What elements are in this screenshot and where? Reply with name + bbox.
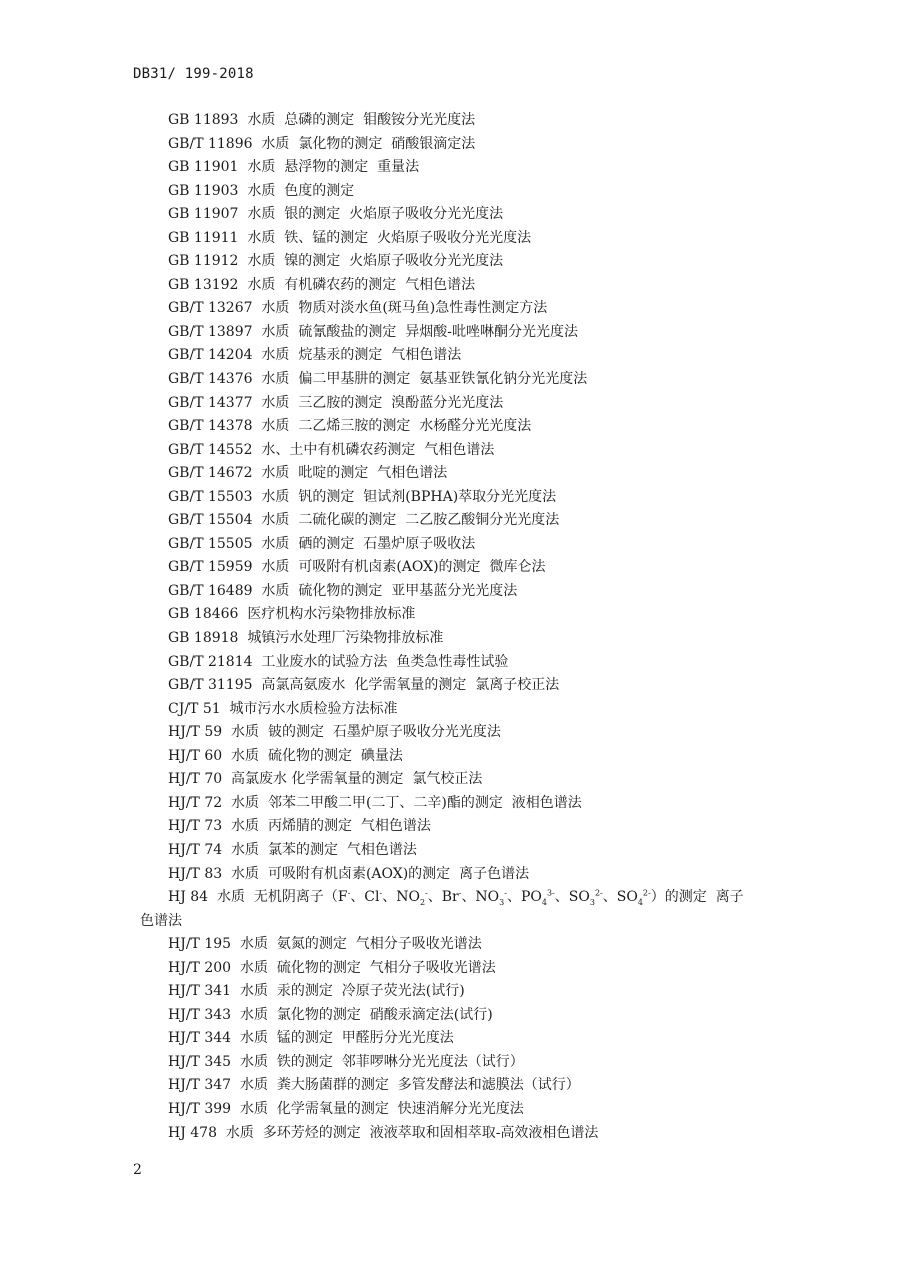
ion-separator: 、Cl: [350, 889, 380, 906]
reference-item: HJ/T 347 水质 粪大肠菌群的测定 多管发酵法和滤膜法（试行）: [168, 1077, 580, 1094]
reference-item: GB/T 14377 水质 三乙胺的测定 溴酚蓝分光光度法: [168, 394, 504, 411]
reference-item: HJ/T 59 水质 铍的测定 石墨炉原子吸收分光光度法: [168, 724, 501, 741]
reference-item: GB/T 13267 水质 物质对淡水鱼(斑马鱼)急性毒性测定方法: [168, 300, 548, 317]
ion-charge: -: [425, 888, 428, 898]
reference-item: GB/T 14204 水质 烷基汞的测定 气相色谱法: [168, 347, 462, 364]
reference-item: GB/T 15505 水质 硒的测定 石墨炉原子吸收法: [168, 535, 476, 552]
ion-subscript: 4: [637, 897, 643, 907]
reference-item: HJ/T 73 水质 丙烯腈的测定 气相色谱法: [168, 818, 431, 835]
reference-item: GB 11901 水质 悬浮物的测定 重量法: [168, 159, 420, 176]
reference-item-hj84-line2: 色谱法: [140, 912, 182, 929]
reference-item: GB/T 14672 水质 吡啶的测定 气相色谱法: [168, 465, 448, 482]
reference-item: HJ/T 345 水质 铁的测定 邻菲啰啉分光光度法（试行）: [168, 1053, 524, 1070]
reference-item: HJ/T 344 水质 锰的测定 甲醛肟分光光度法: [168, 1030, 454, 1047]
reference-item: GB 11912 水质 镍的测定 火焰原子吸收分光光度法: [168, 253, 504, 270]
ion-charge: -: [458, 888, 462, 898]
reference-item: GB 18918 城镇污水处理厂污染物排放标准: [168, 630, 444, 647]
reference-item: GB 11903 水质 色度的测定: [168, 182, 355, 199]
ion-subscript: 3: [589, 897, 595, 907]
reference-item: HJ/T 74 水质 氯苯的测定 气相色谱法: [168, 841, 417, 858]
ion-charge: -: [347, 888, 351, 898]
reference-item: GB/T 13897 水质 硫氰酸盐的测定 异烟酸-吡唑啉酮分光光度法: [168, 323, 578, 340]
reference-item: GB/T 15959 水质 可吸附有机卤素(AOX)的测定 微库仑法: [168, 559, 546, 576]
reference-item: HJ/T 399 水质 化学需氧量的测定 快速消解分光光度法: [168, 1100, 524, 1117]
hj84-prefix: HJ 84 水质 无机阴离子（F: [168, 889, 348, 906]
reference-item: HJ/T 343 水质 氯化物的测定 硝酸汞滴定法(试行): [168, 1006, 493, 1023]
reference-item: GB/T 15503 水质 钒的测定 钽试剂(BPHA)萃取分光光度法: [168, 488, 557, 505]
normative-references-list: [140, 109, 798, 1145]
reference-item: GB 11907 水质 银的测定 火焰原子吸收分光光度法: [168, 206, 504, 223]
reference-item: GB 11911 水质 铁、锰的测定 火焰原子吸收分光光度法: [168, 229, 532, 246]
ion-charge: 2-: [642, 888, 651, 898]
ion-subscript: 4: [541, 897, 547, 907]
ion-separator: 、SO: [602, 889, 638, 906]
reference-item: HJ/T 341 水质 汞的测定 冷原子荧光法(试行): [168, 983, 465, 1000]
reference-item: GB/T 14376 水质 偏二甲基肼的测定 氨基亚铁氰化钠分光光度法: [168, 371, 588, 388]
reference-item: HJ/T 200 水质 硫化物的测定 气相分子吸收光谱法: [168, 959, 496, 976]
reference-item: GB/T 16489 水质 硫化物的测定 亚甲基蓝分光光度法: [168, 582, 518, 599]
document-header-code: DB31/ 199-2018: [133, 66, 254, 82]
ion-separator: 、NO: [461, 889, 500, 906]
reference-item: GB/T 21814 工业废水的试验方法 鱼类急性毒性试验: [168, 653, 509, 670]
ion-separator: 、SO: [554, 889, 590, 906]
ion-separator: 、PO: [506, 889, 542, 906]
ion-subscript: 3: [499, 897, 505, 907]
ion-charge: 2-: [594, 888, 603, 898]
ion-subscript: 2: [419, 897, 426, 907]
ion-separator: 、Br: [427, 889, 459, 906]
reference-item: HJ/T 70 高氯废水 化学需氧量的测定 氯气校正法: [168, 771, 483, 788]
page-number: 2: [133, 1162, 142, 1178]
reference-item: GB 13192 水质 有机磷农药的测定 气相色谱法: [168, 276, 476, 293]
reference-item: CJ/T 51 城市污水水质检验方法标准: [168, 700, 398, 717]
reference-item: HJ/T 83 水质 可吸附有机卤素(AOX)的测定 离子色谱法: [168, 865, 530, 882]
reference-item: HJ/T 72 水质 邻苯二甲酸二甲(二丁、二辛)酯的测定 液相色谱法: [168, 794, 582, 811]
reference-item-hj84-line1: [168, 886, 798, 910]
reference-item: GB/T 15504 水质 二硫化碳的测定 二乙胺乙酸铜分光光度法: [168, 512, 560, 529]
reference-item: GB/T 31195 高氯高氨废水 化学需氧量的测定 氯离子校正法: [168, 677, 560, 694]
reference-item: GB 18466 医疗机构水污染物排放标准: [168, 606, 416, 623]
hj84-suffix: ）的测定 离子: [650, 889, 744, 906]
reference-item: HJ 478 水质 多环芳烃的测定 液液萃取和固相萃取-高效液相色谱法: [168, 1124, 599, 1141]
reference-item: GB/T 14378 水质 二乙烯三胺的测定 水杨醛分光光度法: [168, 418, 532, 435]
reference-item: GB 11893 水质 总磷的测定 钼酸铵分光光度法: [168, 112, 476, 128]
reference-item: GB/T 14552 水、土中有机磷农药测定 气相色谱法: [168, 441, 495, 458]
ion-charge: 3-: [546, 888, 555, 898]
ion-charge: -: [379, 888, 383, 898]
reference-item-hj84: [140, 886, 798, 933]
reference-item: HJ/T 60 水质 硫化物的测定 碘量法: [168, 747, 403, 764]
ion-separator: 、NO: [382, 889, 420, 906]
ion-charge: -: [504, 888, 507, 898]
reference-item: HJ/T 195 水质 氨氮的测定 气相分子吸收光谱法: [168, 936, 482, 953]
reference-item: GB/T 11896 水质 氯化物的测定 硝酸银滴定法: [168, 135, 476, 152]
